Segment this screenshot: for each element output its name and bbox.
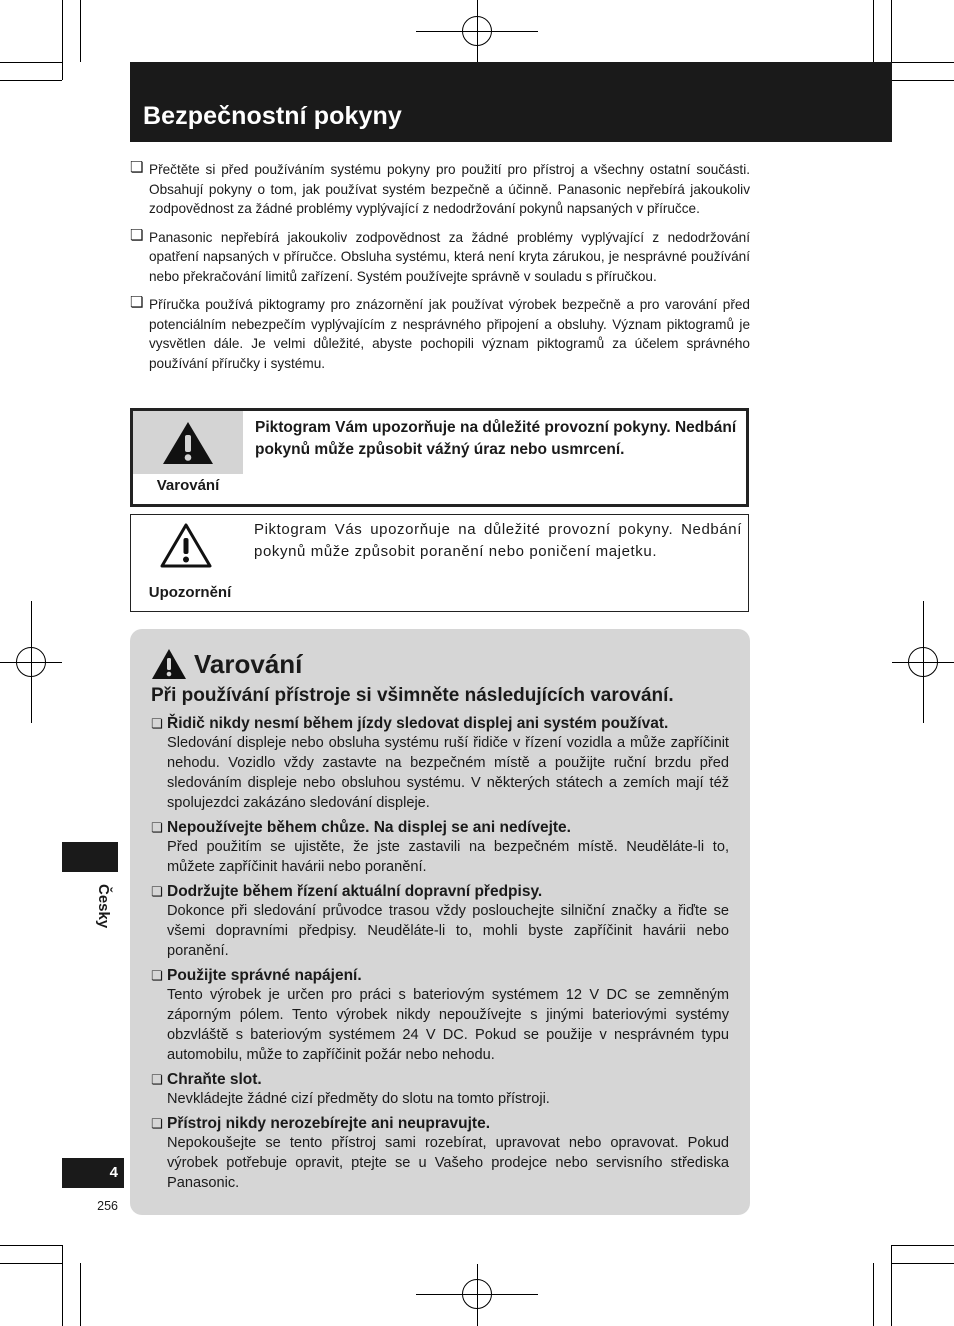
pictogram-warning-box [130,408,749,507]
pictogram-caution-left [131,515,241,611]
intro-item [130,225,750,287]
chapter-tab: 4 [62,1158,124,1188]
checkbox-bullet-icon: ❏ [151,717,163,732]
warning-item-heading: Dodržujte během řízení aktuální dopravní předpisy. [167,883,543,900]
checkbox-bullet-icon: ❏ [151,821,163,836]
warning-triangle-outline-icon [159,521,213,569]
warning-item-heading: Nepoužívejte během chůze. Na displej se ani nedívejte. [167,819,571,836]
warning-list [151,715,729,1199]
page-number: 256 [97,1199,118,1213]
warning-item-heading: Chraňte slot. [167,1071,262,1088]
warning-item-body: Nepokoušejte se tento přístroj sami rozebírat, upravovat nebo opravovat. Pokud výrobek potřebuje opravit, ptejte se u Vašeho prodejce nebo servisního střediska Panasonic. [167,1135,729,1191]
checkbox-bullet-icon: ❏ [151,969,163,984]
warning-item [151,883,729,961]
warning-item [151,715,729,813]
warning-title: Varování [194,648,303,679]
intro-text: Příručka používá piktogramy pro znázornění jak používat výrobek bezpečně a pro varování před potenciálním nebezpečím vyplývajícím z nesprávného připojení a obsluhy. Význam piktogramů je vysvětlen dále. Je velmi důležité, abyste pochopili význam piktogramů za účelem správného používání příručky i systému. [149,297,750,371]
warning-item-body: Sledování displeje nebo obsluha systému ruší řidiče v řízení vozidla a může zapříčinit nehodu. Vozidlo vždy zastavte na bezpečném místě a použijte ruční brzdu před sledováním displeje nebo obsluhou systému. V některých státech a zemích mají též spolujezdci zakázáno sledování displeje. [167,735,729,811]
pictogram-warning-text: Piktogram Vám upozorňuje na důležité provozní pokyny. Nedbání pokynů může způsobit vážný úraz nebo usmrcení. [255,419,737,458]
warning-item-heading: Použijte správné napájení. [167,967,362,984]
warning-item-body: Nevkládejte žádné cizí předměty do slotu na tomto přístroji. [167,1091,550,1107]
pictogram-caution-box [130,514,749,612]
checkbox-bullet-icon: ❏ [151,1073,163,1088]
warning-item-heading: Přístroj nikdy nerozebírejte ani neupravujte. [167,1115,491,1132]
warning-item-body: Před použitím se ujistěte, že jste zastavili na bezpečném místě. Neuděláte-li to, můžete zapříčinit havárii nebo poranění. [167,839,729,875]
warning-triangle-icon [150,647,188,681]
pictogram-icon-background [133,411,243,474]
intro-text: Přečtěte si před používáním systému pokyny pro použití pro přístroj a všechny ostatní součásti. Obsahují pokyny o tom, jak používat systém bezpečně a účinně. Panasonic nepřebírá jakoukoliv zodpovědnost za žádné problémy vyplývající z nedodržování pokynů napsaných v příručce. [149,162,750,216]
pictogram-caution-label: Upozornění [148,584,232,601]
intro-list [130,160,750,382]
checkbox-bullet-icon: ❏ [130,158,144,176]
warning-item-body: Tento výrobek je určen pro práci s bateriovým systémem 12 V DC se zemněným záporným pólem. Tento výrobek nikdy nepoužívejte s jinými bateriovými systémy obzvláště s bateriovým systémem 24 V DC. Pokud se použije v nesprávném typu automobilu, může to zapříčinit požár nebo nehodu. [167,987,729,1063]
warning-item [151,967,729,1065]
pictogram-caution-text: Piktogram Vás upozorňuje na důležité provozní pokyny. Nedbání pokynů může způsobit poranění nebo poničení majetku. [254,521,742,560]
warning-panel [130,629,750,1215]
intro-item [130,160,750,219]
warning-heading [150,647,302,681]
header-bar [130,62,892,142]
side-language-label: Česky [95,884,112,929]
warning-item [151,1071,729,1109]
checkbox-bullet-icon: ❏ [151,885,163,900]
warning-triangle-icon [161,419,215,467]
side-section-tab [62,842,118,872]
intro-text: Panasonic nepřebírá jakoukoliv zodpovědnost za žádné problémy vyplývající z nedodržování opatření napsaných v příručce. Obsluha systému, která není kryta zárukou, je nesprávné používání nebo překračování limitů zařízení. Systém používejte správně v souladu s příručkou. [149,229,750,284]
warning-subtitle: Při používání přístroje si všimněte následujících varování. [151,685,674,706]
warning-item [151,1115,729,1193]
warning-item-body: Dokonce při sledování průvodce trasou vždy poslouchejte silniční značky a řiďte se všemi dopravními předpisy. Neuděláte-li to, mohli byste zapříčinit havárii nebo poranění. [167,903,729,959]
page-title: Bezpečnostní pokyny [143,102,402,130]
warning-item-heading: Řidič nikdy nesmí během jízdy sledovat displej ani systém používat. [167,715,669,732]
checkbox-bullet-icon: ❏ [130,225,144,244]
checkbox-bullet-icon: ❏ [130,293,144,311]
pictogram-warning-left [133,411,243,504]
pictogram-warning-label: Varování [156,477,220,494]
intro-item [130,295,750,373]
warning-item [151,819,729,877]
checkbox-bullet-icon: ❏ [151,1117,163,1132]
